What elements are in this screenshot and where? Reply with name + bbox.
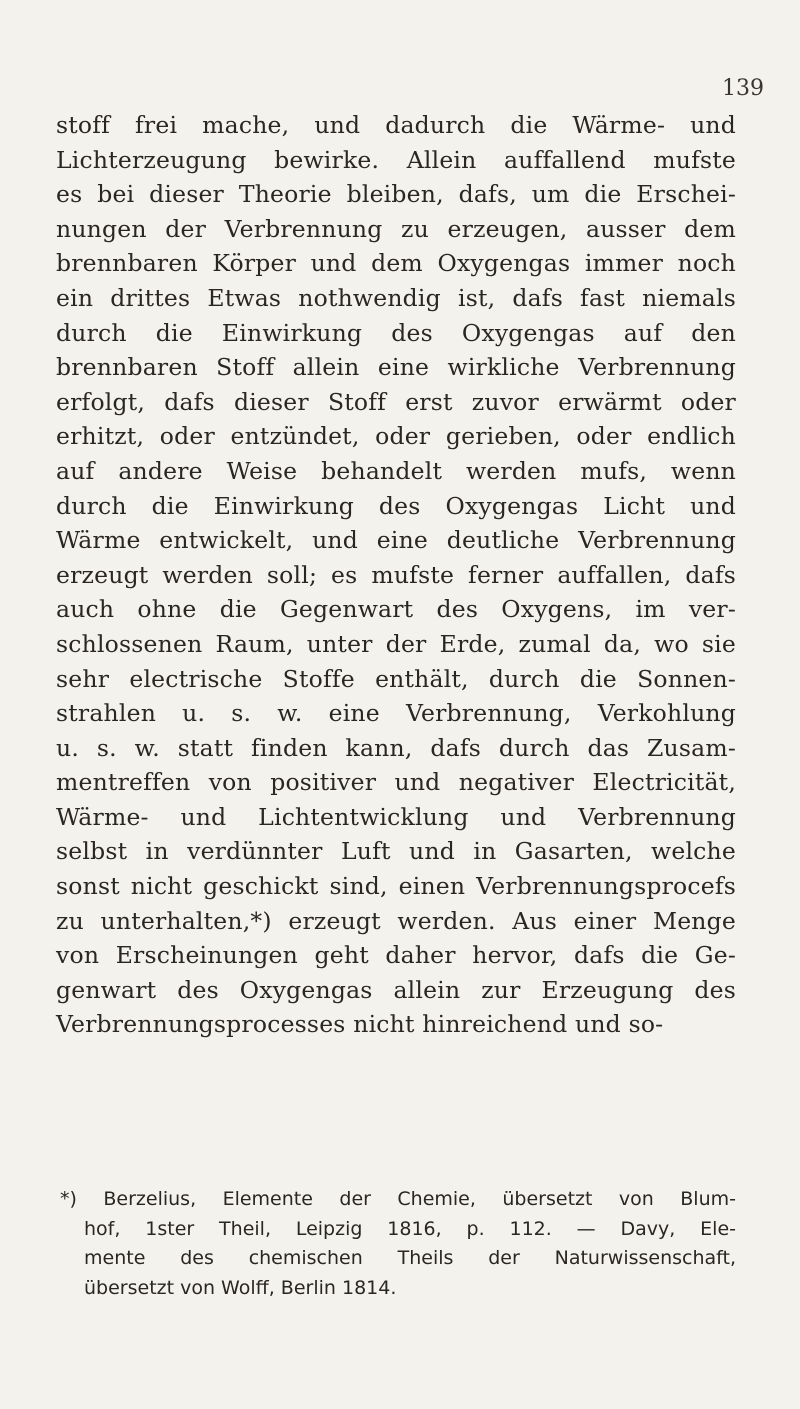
text-line: durch die Einwirkung des Oxygengas Licht und xyxy=(56,491,736,520)
text-line: sehr electrische Stoffe enthält, durch die Sonnen- xyxy=(56,664,736,693)
text-line: strahlen u. s. w. eine Verbrennung, Verkohlung xyxy=(56,699,736,728)
text-line: auf andere Weise behandelt werden mufs, wenn xyxy=(56,456,736,485)
text-line: von Erscheinungen geht daher hervor, dafs die Ge- xyxy=(56,941,736,970)
text-line: Wärme- und Lichtentwicklung und Verbrennung xyxy=(56,802,736,831)
text-line: zu unterhalten,*) erzeugt werden. Aus einer Menge xyxy=(56,906,736,935)
text-line: brennbaren Körper und dem Oxygengas immer noch xyxy=(56,249,736,278)
text-line: Wärme entwickelt, und eine deutliche Verbrennung xyxy=(56,526,736,555)
footnote-line: übersetzt von Wolff, Berlin 1814. xyxy=(84,1276,397,1299)
footnote-line: mente des chemischen Theils der Naturwissenschaft, xyxy=(84,1247,736,1269)
text-line: stoff frei mache, und dadurch die Wärme- und xyxy=(56,111,736,139)
page-number: 139 xyxy=(722,76,764,101)
text-line: mentreffen von positiver und negativer Electricität, xyxy=(56,768,736,797)
footnote-line: *) Berzelius, Elemente der Chemie, übersetzt von Blum- xyxy=(60,1188,736,1210)
text-line: Verbrennungsprocesses nicht hinreichend und so- xyxy=(56,1010,664,1039)
text-line: erhitzt, oder entzündet, oder gerieben, oder endlich xyxy=(56,422,736,451)
footnote xyxy=(56,1185,736,1303)
text-line: erzeugt werden soll; es mufste ferner auffallen, dafs xyxy=(56,560,736,589)
text-line: selbst in verdünnter Luft und in Gasarten, welche xyxy=(56,837,736,866)
text-line: schlossenen Raum, unter der Erde, zumal da, wo sie xyxy=(56,629,736,658)
text-line: durch die Einwirkung des Oxygengas auf den xyxy=(56,318,736,347)
text-line: u. s. w. statt finden kann, dafs durch das Zusam- xyxy=(56,733,736,762)
text-line: sonst nicht geschickt sind, einen Verbrennungsprocefs xyxy=(56,872,736,901)
text-line: erfolgt, dafs dieser Stoff erst zuvor erwärmt oder xyxy=(56,387,736,416)
footnote-line: hof, 1ster Theil, Leipzig 1816, p. 112. — Davy, Ele- xyxy=(84,1217,736,1240)
text-line: nungen der Verbrennung zu erzeugen, ausser dem xyxy=(56,214,736,243)
text-line: auch ohne die Gegenwart des Oxygens, im ver- xyxy=(56,595,736,624)
text-line: es bei dieser Theorie bleiben, dafs, um die Erschei- xyxy=(56,180,736,209)
text-line: genwart des Oxygengas allein zur Erzeugung des xyxy=(56,975,736,1004)
text-line: ein drittes Etwas nothwendig ist, dafs fast niemals xyxy=(56,283,736,312)
body-text xyxy=(56,108,736,1042)
text-line: brennbaren Stoff allein eine wirkliche Verbrennung xyxy=(56,353,736,382)
text-line: Lichterzeugung bewirke. Allein auffallend mufste xyxy=(56,145,736,174)
